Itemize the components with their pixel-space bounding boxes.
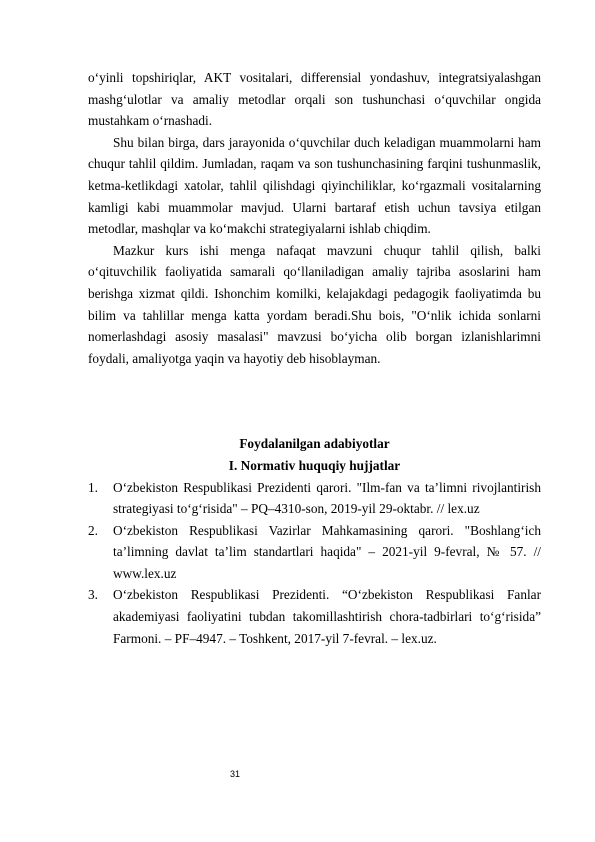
reference-text: O‘zbekiston Respublikasi Prezidenti qarori. "Ilm-fan va ta’limni rivojlantirish strategiyasi to‘g‘risida" – PQ–4310-son, 2019-yil 29-oktabr. // lex.uz: [113, 479, 541, 517]
reference-item-3: [88, 584, 541, 649]
references-title: Foydalanilgan adabiyotlar: [239, 436, 390, 452]
page-number: 31: [230, 769, 241, 779]
body-paragraph-1: o‘yinli topshiriqlar, AKT vositalari, differensial yondashuv, integratsiyalashgan mashg‘ulotlar va amaliy metodlar orqali son tushunchasi o‘quvchilar ongida mustahkam o‘rnashadi.: [88, 70, 541, 129]
reference-number: 1.: [88, 479, 98, 495]
references-subtitle: I. Normativ huquqiy hujjatlar: [228, 457, 401, 473]
reference-item-2: [88, 520, 541, 585]
body-paragraph-3: Mazkur kurs ishi menga nafaqat mavzuni chuqur tahlil qilish, balki o‘qituvchilik faoliyatida samarali qo‘llaniladigan amaliy tajriba asoslarini ham berishga xizmat qildi. Ishonchim komilki, kelajakdagi pedagogik faoliyatimda bu bilim va tahlillar menga katta yordam beradi.Shu bois, "O‘nlik ichida sonlarni nomerlashdagi asosiy masalasi" mavzusi bo‘yicha olib borgan izlanishlarimni foydali, amaliyotga yaqin va hayotiy deb hisoblayman.: [88, 242, 541, 366]
reference-text: O‘zbekiston Respublikasi Vazirlar Mahkamasining qarori. "Boshlang‘ich ta’limning davlat ta’lim standartlari haqida" – 2021-yil 9-fevral, № 57. // www.lex.uz: [113, 522, 541, 581]
document-page: [88, 67, 541, 649]
reference-number: 3.: [88, 587, 98, 603]
reference-list: [88, 477, 541, 650]
reference-text: O‘zbekiston Respublikasi Prezidenti. “O‘zbekiston Respublikasi Fanlar akademiyasi faoliyatini tubdan takomillashtirish chora-tadbirlari to‘g‘risida” Farmoni. – PF–4947. – Toshkent, 2017-yil 7-fevral. – lex.uz.: [113, 587, 541, 646]
body-paragraph-2: Shu bilan birga, dars jarayonida o‘quvchilar duch keladigan muammolarni ham chuqur tahlil qildim. Jumladan, raqam va son tushunchasining farqini tushunmaslik, ketma-ketlikdagi xatolar, tahlil qilishdagi qiyinchiliklar, ko‘rgazmali vositalarning kamligi kabi muammolar mavjud. Ularni bartaraf etish uchun tavsiya etilgan metodlar, mashqlar va ko‘makchi strategiyalarni ishlab chiqdim.: [88, 134, 541, 237]
reference-item-1: [88, 477, 541, 520]
reference-number: 2.: [88, 522, 98, 538]
section-spacer: [88, 369, 541, 433]
